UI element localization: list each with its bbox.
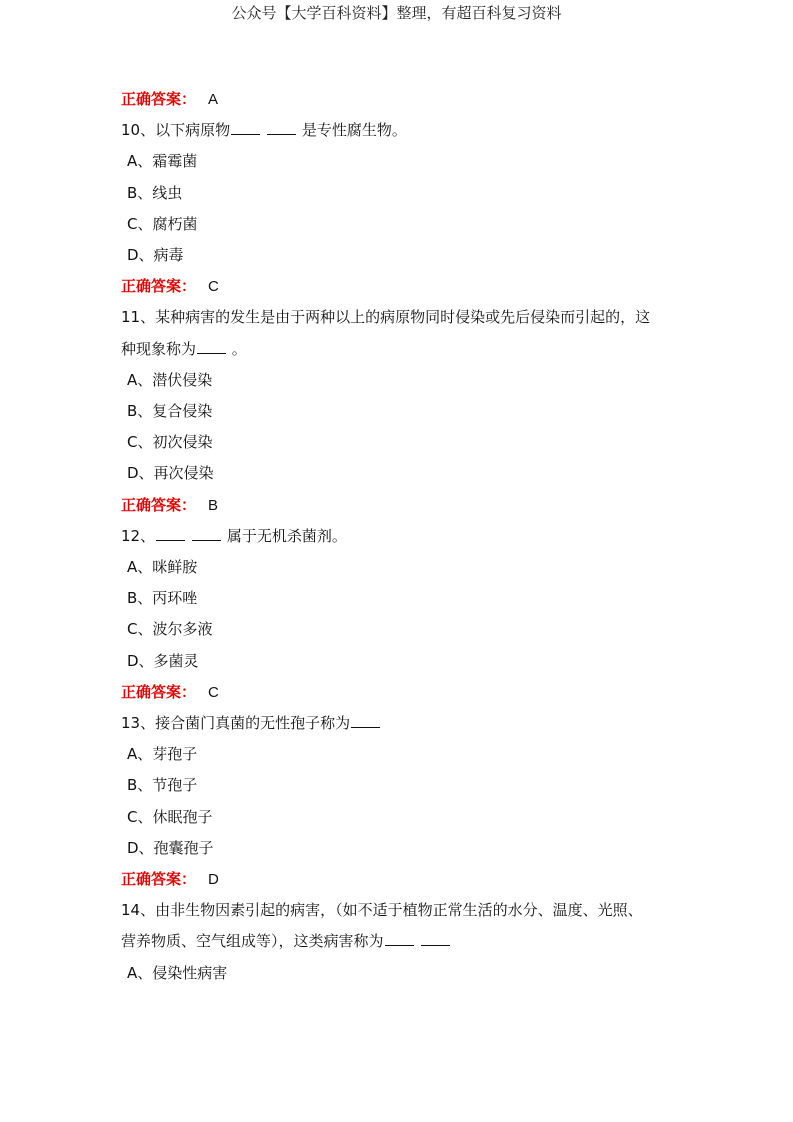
answer-value: D <box>208 871 219 889</box>
question-text <box>121 926 681 957</box>
answer-option: A、霜霉菌 <box>127 152 198 171</box>
answer-option: B、丙环唑 <box>127 589 198 608</box>
answer-label: 正确答案： <box>121 682 197 701</box>
question-stem: 11、某种病害的发生是由于两种以上的病原物同时侵染或先后侵染而引起的，这 <box>121 308 651 327</box>
answer-label: 正确答案： <box>121 870 197 889</box>
correct-answer <box>121 864 681 895</box>
answer-option: A、芽孢子 <box>127 745 198 764</box>
question-text <box>121 115 681 146</box>
answer-option: B、复合侵染 <box>127 402 213 421</box>
fill-blank <box>156 539 185 541</box>
answer-value: A <box>208 91 219 108</box>
question-text <box>121 334 681 365</box>
answer-option: C、腐朽菌 <box>127 214 198 233</box>
question-stem: 12、 <box>121 526 156 545</box>
answer-label: 正确答案： <box>121 90 197 108</box>
answer-option: D、多菌灵 <box>127 651 199 670</box>
answer-label: 正确答案： <box>121 277 197 296</box>
fill-blank <box>231 133 260 135</box>
question-stem: 13、接合菌门真菌的无性孢子称为 <box>121 714 351 733</box>
fill-blank <box>351 726 380 728</box>
answer-option: A、咪鲜胺 <box>127 558 198 577</box>
correct-answer <box>121 84 681 115</box>
answer-option: C、波尔多液 <box>127 620 213 639</box>
question-stem: 种现象称为 <box>121 339 197 358</box>
question-list <box>121 84 681 989</box>
question-stem-end: 属于无机杀菌剂。 <box>222 526 347 545</box>
fill-blank <box>385 944 414 946</box>
answer-option: B、线虫 <box>127 183 183 202</box>
answer-option: D、再次侵染 <box>127 464 214 483</box>
answer-option: C、休眠孢子 <box>127 807 213 826</box>
answer-option: D、孢囊孢子 <box>127 838 214 857</box>
fill-blank <box>197 352 226 354</box>
answer-label: 正确答案： <box>121 495 197 514</box>
answer-value: B <box>208 496 219 514</box>
answer-option: C、初次侵染 <box>127 433 213 452</box>
fill-blank <box>192 539 221 541</box>
page-header: 公众号【大学百科资料】整理，有超百科复习资料 <box>231 4 562 22</box>
question-stem-end: 。 <box>227 339 247 358</box>
correct-answer <box>121 490 681 521</box>
question-stem: 营养物质、空气组成等），这类病害称为 <box>121 932 384 951</box>
question-stem-end: 是专性腐生物。 <box>297 121 407 140</box>
answer-option: A、侵染性病害 <box>127 963 228 982</box>
answer-option: A、潜伏侵染 <box>127 370 213 389</box>
answer-option: D、病毒 <box>127 246 184 265</box>
question-text <box>121 708 681 739</box>
question-stem: 10、以下病原物 <box>121 121 231 140</box>
correct-answer <box>121 271 681 302</box>
answer-option: B、节孢子 <box>127 776 198 795</box>
question-text <box>121 521 681 552</box>
fill-blank <box>267 133 296 135</box>
question-text <box>121 302 681 333</box>
answer-value: C <box>208 278 219 296</box>
question-text <box>121 895 681 926</box>
correct-answer <box>121 677 681 708</box>
question-stem: 14、由非生物因素引起的病害，（如不适于植物正常生活的水分、温度、光照、 <box>121 901 643 920</box>
fill-blank <box>421 944 450 946</box>
answer-value: C <box>208 683 219 701</box>
